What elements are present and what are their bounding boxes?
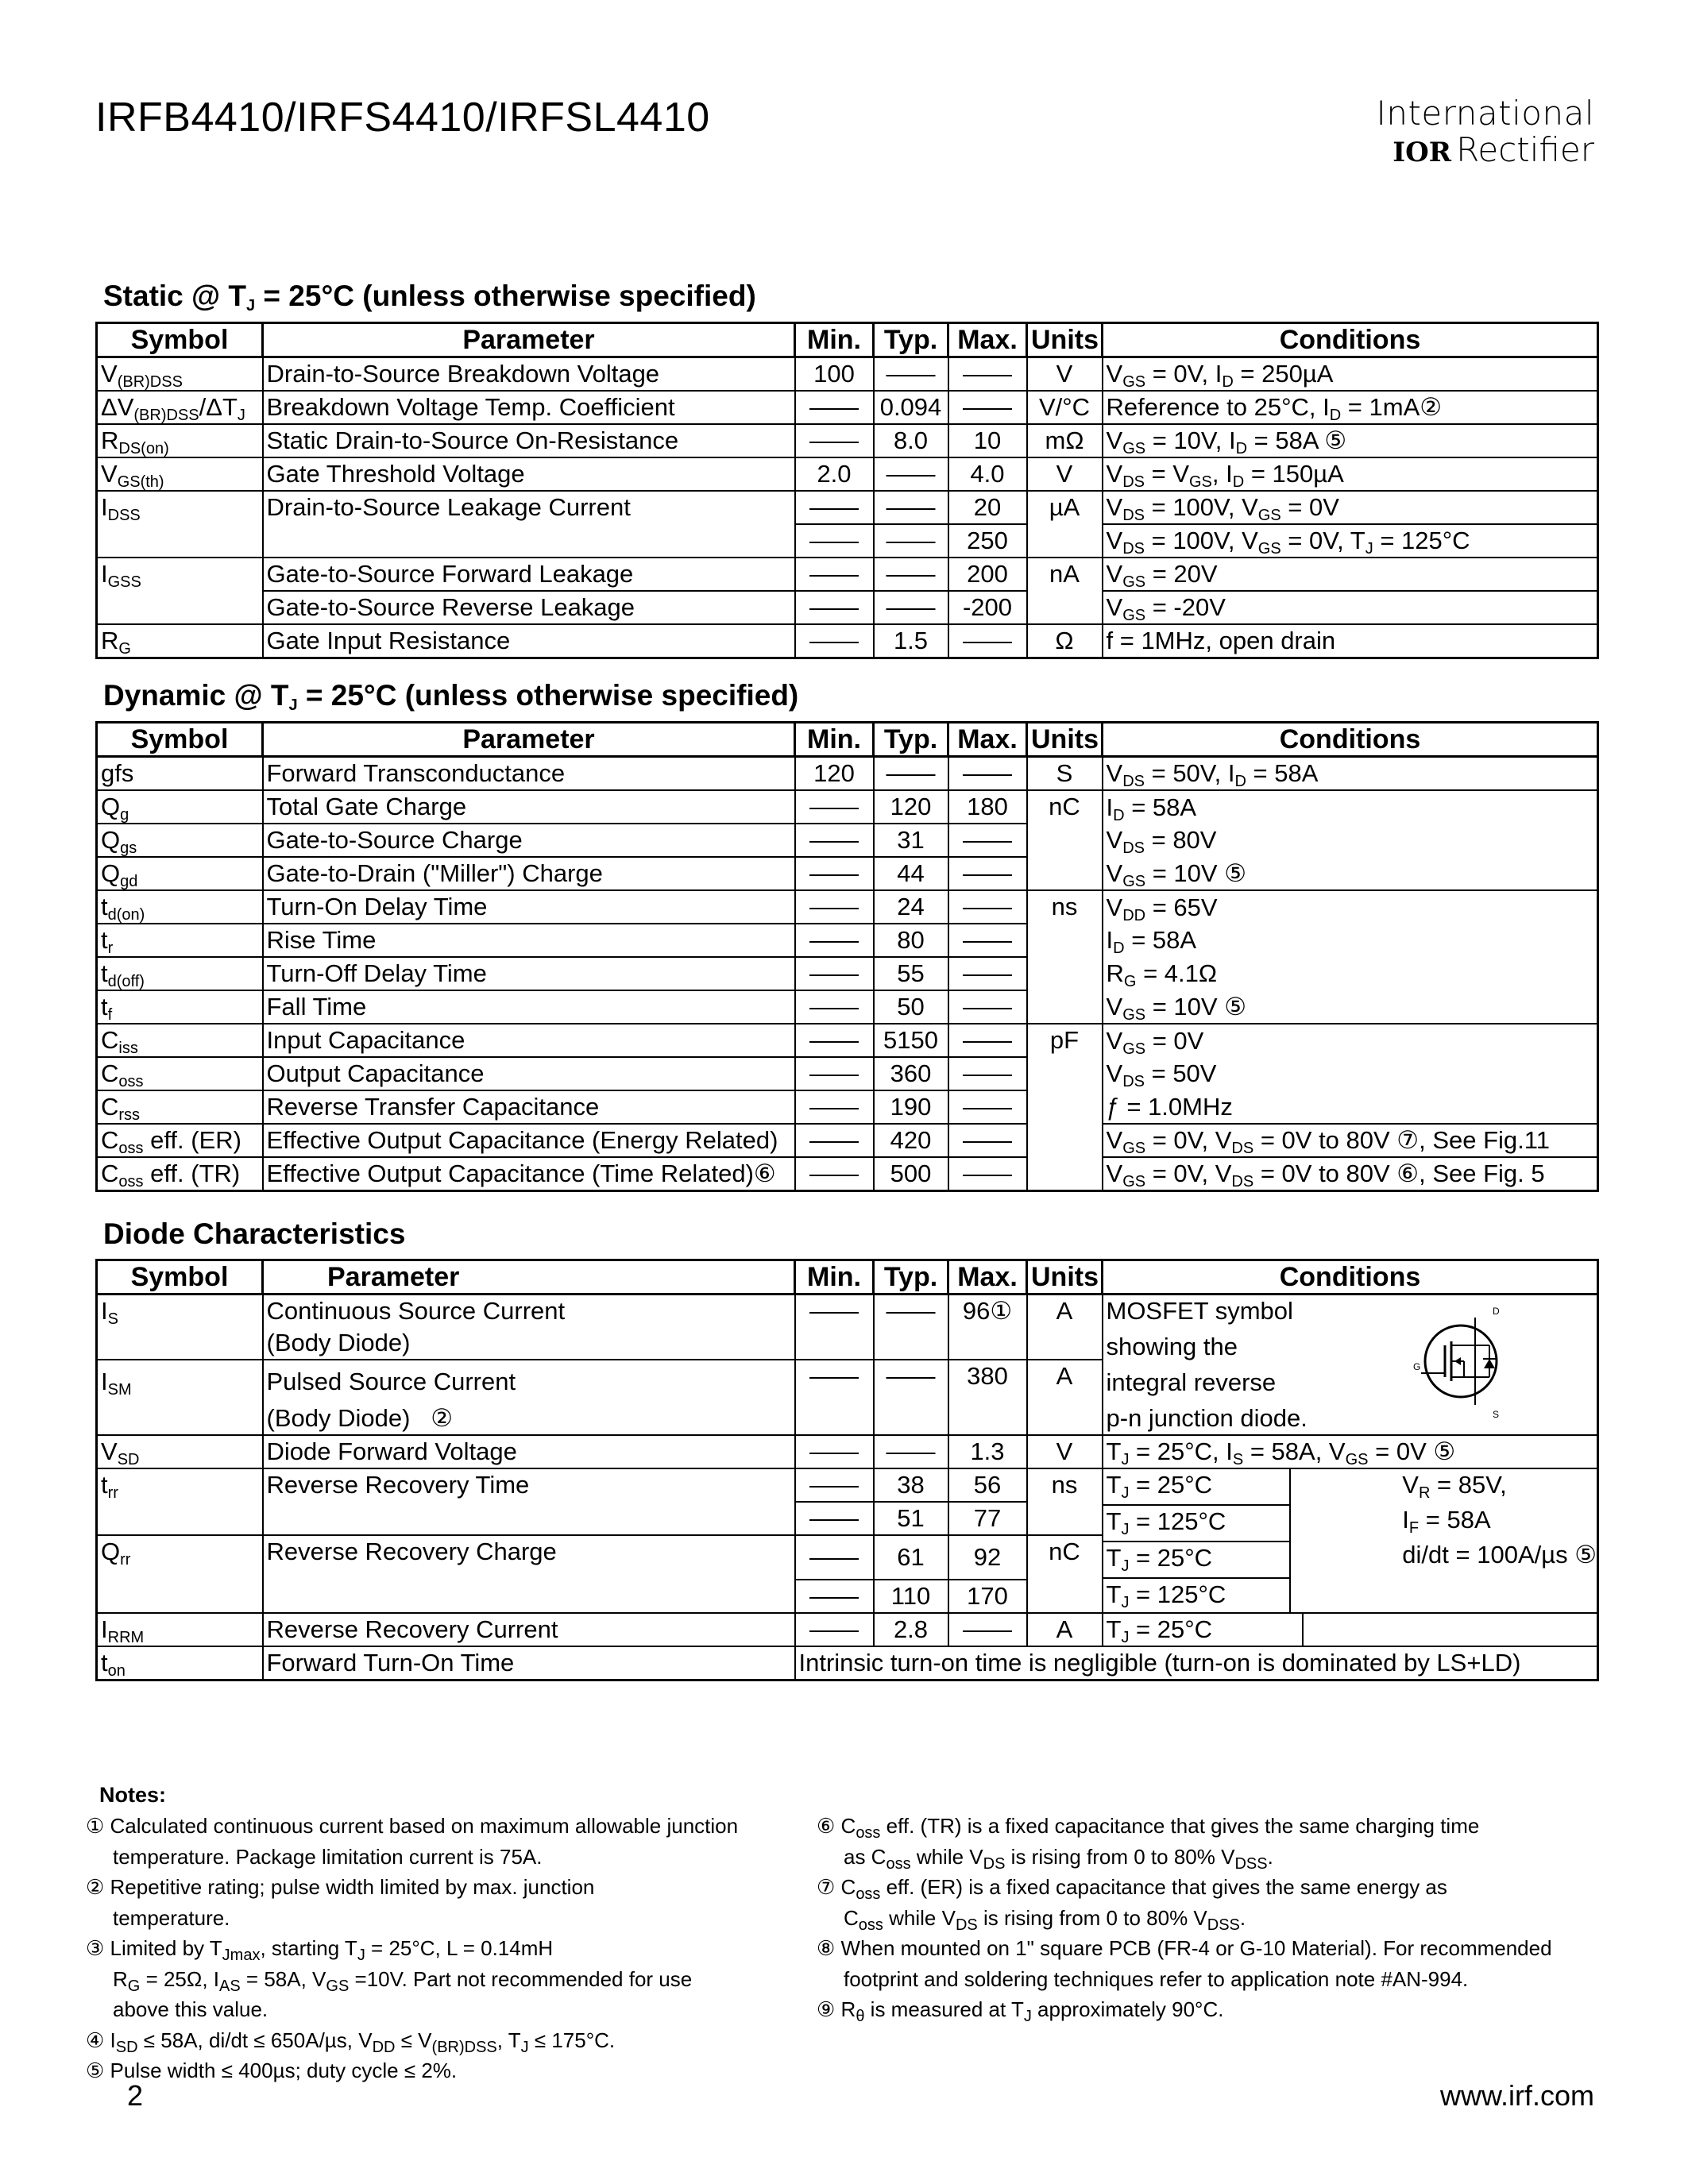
header-min: Min.	[795, 323, 874, 357]
parameter-cell: Fall Time	[263, 990, 795, 1024]
note-8-cont: footprint and soldering techniques refer to application note #AN-994.	[844, 1966, 1469, 1991]
table-row	[97, 1435, 1598, 1468]
typ-cell: 51	[874, 1502, 948, 1535]
conditions-cell: ƒ = 1.0MHz	[1103, 1090, 1598, 1124]
if-condition: $I_F = 58A$	[1402, 1506, 1491, 1537]
min-cell: ——	[795, 1124, 874, 1157]
conditions-cell: $T_J = 25^\circ C$, $I_S = 58A$, $V_{GS} = 0V$ ⑤	[1103, 1435, 1598, 1468]
max-cell: ——	[948, 391, 1027, 424]
parameter-cell: Gate Threshold Voltage	[263, 457, 795, 491]
max-cell: ——	[948, 1124, 1027, 1157]
units-cell: A	[1027, 1295, 1103, 1360]
units-cell: µA	[1027, 491, 1103, 558]
parameter-cell: Diode Forward Voltage	[263, 1435, 795, 1468]
min-cell: ——	[795, 924, 874, 957]
min-cell: 120	[795, 757, 874, 791]
dynamic-header-row	[97, 723, 1598, 757]
min-cell: ——	[795, 857, 874, 890]
mosfet-text-1: MOSFET symbol	[1106, 1297, 1293, 1325]
notes-right	[817, 1811, 1552, 2025]
note-1-cont: temperature. Package limitation current is 75A.	[113, 1844, 543, 1869]
min-cell: ——	[795, 558, 874, 591]
table-row	[97, 624, 1598, 658]
table-row	[97, 890, 1598, 924]
table-row	[97, 1124, 1598, 1157]
units-cell: V	[1027, 357, 1103, 392]
symbol-cell: $C_{oss}$	[97, 1057, 263, 1090]
note-4: ④ $I_{SD} \le 58A$, di/dt ≤ 650A/µs, $V_{DD} \le V_{(BR)DSS}$, $T_J \le 175^\circ C$.	[86, 2028, 616, 2056]
notes-heading: Notes:	[99, 1783, 167, 1807]
note-7-cont: $C_{oss}$ while $V_{DS}$ is rising from 0 to 80% $V_{DSS}$.	[844, 1905, 1246, 1934]
header-parameter: Parameter	[263, 323, 795, 357]
typ-cell: ——	[874, 1435, 948, 1468]
diode-table	[95, 1259, 1599, 1681]
table-row	[97, 1646, 1598, 1680]
parameter-cell: (Body Diode) ②	[263, 1403, 795, 1435]
max-cell: 92	[948, 1535, 1027, 1580]
typ-cell: ——	[874, 558, 948, 591]
conditions-cell: Reference to 25°C, $I_D$ = 1mA②	[1103, 391, 1598, 424]
typ-cell: 80	[874, 924, 948, 957]
units-cell: Ω	[1027, 624, 1103, 658]
table-row	[97, 1157, 1598, 1191]
qrr-cond-125: $T_J = 125^\circ C$	[1103, 1579, 1292, 1612]
max-cell: 380	[948, 1360, 1027, 1435]
typ-cell: 55	[874, 957, 948, 990]
table-row	[97, 491, 1598, 524]
min-cell: ——	[795, 1580, 874, 1613]
symbol-cell-blank	[97, 1403, 263, 1435]
symbol-cell: $Q_g$	[97, 790, 263, 824]
mosfet-text-4: p-n junction diode.	[1106, 1404, 1308, 1432]
vr-condition: $V_R = 85V$,	[1402, 1471, 1507, 1502]
conditions-cell: $V_{GS} = 10V$ ⑤	[1103, 990, 1598, 1024]
logo-mark: IOR	[1393, 137, 1452, 168]
table-row	[97, 357, 1598, 392]
parameter-cell: Output Capacitance	[263, 1057, 795, 1090]
header-typ: Typ.	[874, 723, 948, 757]
units-cell: pF	[1027, 1024, 1103, 1191]
table-row	[97, 424, 1598, 457]
mosfet-symbol-icon	[1413, 1302, 1508, 1421]
max-cell: ——	[948, 1613, 1027, 1646]
table-row	[97, 1024, 1598, 1057]
table-row	[97, 1613, 1598, 1646]
typ-cell: 8.0	[874, 424, 948, 457]
max-cell: 10	[948, 424, 1027, 457]
max-cell: 170	[948, 1580, 1027, 1613]
typ-cell: ——	[874, 591, 948, 624]
static-table	[95, 322, 1599, 659]
table-row	[97, 757, 1598, 791]
min-cell: ——	[795, 491, 874, 524]
header-typ: Typ.	[874, 1260, 948, 1295]
note-3-cont: $R_G = 25\Omega$, $I_{AS} = 58A$, $V_{GS} =10V$. Part not recommended for use	[113, 1966, 693, 1995]
max-cell: 56	[948, 1468, 1027, 1502]
mosfet-symbol-cell	[1103, 1295, 1598, 1436]
units-cell: nC	[1027, 790, 1103, 890]
max-cell: 200	[948, 558, 1027, 591]
conditions-cell: $I_D = 58A$	[1103, 924, 1598, 957]
symbol-cell: $I_{DSS}$	[97, 491, 263, 558]
symbol-cell: $I_S$	[97, 1295, 263, 1328]
logo-line2: Rectifier	[1456, 130, 1594, 169]
gate-label: G	[1412, 1361, 1420, 1372]
max-cell: ——	[948, 757, 1027, 791]
symbol-cell: $t_{d(off)}$	[97, 957, 263, 990]
parameter-cell: Drain-to-Source Leakage Current	[263, 491, 795, 558]
source-label: S	[1492, 1409, 1499, 1420]
note-3-cont2: above this value.	[113, 1997, 268, 2021]
units-cell: ns	[1027, 890, 1103, 1024]
parameter-cell: Reverse Recovery Charge	[263, 1535, 795, 1613]
typ-cell: ——	[874, 1360, 948, 1435]
header-symbol: Symbol	[97, 1260, 263, 1295]
static-header-row	[97, 323, 1598, 357]
conditions-cell: $V_{GS} = 10V$ ⑤	[1103, 857, 1598, 890]
table-row	[97, 924, 1598, 957]
conditions-cell: $V_{GS} = 0V$, $I_D = 250\mu A$	[1103, 357, 1598, 392]
units-cell: nC	[1027, 1535, 1103, 1613]
header-max: Max.	[948, 723, 1027, 757]
table-row	[97, 457, 1598, 491]
symbol-cell: $V_{(BR)DSS}$	[97, 357, 263, 392]
typ-cell: 2.8	[874, 1613, 948, 1646]
max-cell: 20	[948, 491, 1027, 524]
min-cell: ——	[795, 591, 874, 624]
table-row	[97, 558, 1598, 591]
conditions-cell: $V_{DS} = 100V$, $V_{GS} = 0V$, $T_J = 125^\circ C$	[1103, 524, 1598, 558]
max-cell: ——	[948, 924, 1027, 957]
min-cell: ——	[795, 890, 874, 924]
document-title: IRFB4410/IRFS4410/IRFSL4410	[95, 95, 710, 141]
note-6-cont: as $C_{oss}$ while $V_{DS}$ is rising from 0 to 80% $V_{DSS}$.	[844, 1844, 1273, 1873]
typ-cell: ——	[874, 457, 948, 491]
table-row	[97, 957, 1598, 990]
parameter-cell: Gate-to-Source Reverse Leakage	[263, 591, 795, 624]
parameter-cell: Forward Turn-On Time	[263, 1646, 795, 1680]
min-cell: ——	[795, 957, 874, 990]
note-2-cont: temperature.	[113, 1905, 230, 1930]
min-cell: ——	[795, 790, 874, 824]
parameter-cell: Effective Output Capacitance (Time Related)⑥	[263, 1157, 795, 1191]
min-cell: ——	[795, 424, 874, 457]
parameter-cell: Reverse Transfer Capacitance	[263, 1090, 795, 1124]
parameter-cell: (Body Diode)	[263, 1327, 795, 1360]
diode-section-title: Diode Characteristics	[103, 1217, 406, 1250]
note-8: ⑧ When mounted on 1" square PCB (FR-4 or G-10 Material). For recommended	[817, 1936, 1552, 1960]
units-cell: A	[1027, 1360, 1103, 1435]
symbol-cell: $t_{on}$	[97, 1646, 263, 1680]
units-cell: A	[1027, 1613, 1103, 1646]
symbol-cell: $C_{oss}$ eff. (TR)	[97, 1157, 263, 1191]
parameter-cell: Pulsed Source Current	[263, 1360, 795, 1403]
table-row	[97, 1057, 1598, 1090]
note-9: ⑨ $R_\theta$ is measured at $T_J$ approximately 90°C.	[817, 1997, 1224, 2025]
max-cell: ——	[948, 357, 1027, 392]
header-units: Units	[1027, 323, 1103, 357]
drain-label: D	[1492, 1306, 1500, 1317]
typ-cell: 360	[874, 1057, 948, 1090]
symbol-cell: $Q_{rr}$	[97, 1535, 263, 1613]
typ-cell: 61	[874, 1535, 948, 1580]
parameter-cell: Forward Transconductance	[263, 757, 795, 791]
symbol-cell: $C_{rss}$	[97, 1090, 263, 1124]
units-cell: S	[1027, 757, 1103, 791]
symbol-cell: $t_r$	[97, 924, 263, 957]
didt-condition: di/dt = 100A/µs ⑤	[1402, 1541, 1597, 1569]
conditions-cell: $T_J = 25^\circ C$	[1103, 1613, 1598, 1646]
page-number: 2	[127, 2079, 144, 2112]
symbol-cell: $I_{GSS}$	[97, 558, 263, 624]
logo-line1: International	[1376, 94, 1594, 133]
symbol-cell: $t_{rr}$	[97, 1468, 263, 1535]
conditions-cell: $R_G = 4.1\Omega$	[1103, 957, 1598, 990]
min-cell: ——	[795, 1535, 874, 1580]
min-cell: ——	[795, 1057, 874, 1090]
table-row	[97, 857, 1598, 890]
static-section-title: Static @ $T_J = 25^\circ C$ (unless otherwise specified)	[103, 280, 756, 314]
typ-cell: 5150	[874, 1024, 948, 1057]
symbol-cell: $\Delta V_{(BR)DSS}/\Delta T_J$	[97, 391, 263, 424]
typ-cell: 38	[874, 1468, 948, 1502]
table-row	[97, 990, 1598, 1024]
header-units: Units	[1027, 723, 1103, 757]
typ-cell: 420	[874, 1124, 948, 1157]
conditions-cell: $V_{GS} = -20V$	[1103, 591, 1598, 624]
typ-cell: ——	[874, 524, 948, 558]
symbol-cell: $t_f$	[97, 990, 263, 1024]
parameter-cell: Gate Input Resistance	[263, 624, 795, 658]
units-cell: ns	[1027, 1468, 1103, 1535]
trr-cond-25: $T_J = 25^\circ C$	[1103, 1469, 1292, 1506]
company-logo	[1372, 95, 1594, 171]
min-cell: ——	[795, 1435, 874, 1468]
note-6: ⑥ $C_{oss}$ eff. (TR) is a fixed capacitance that gives the same charging time	[817, 1814, 1480, 1842]
header-units: Units	[1027, 1260, 1103, 1295]
header-parameter: Parameter	[263, 1260, 795, 1295]
parameter-cell: Input Capacitance	[263, 1024, 795, 1057]
table-row	[97, 824, 1598, 857]
min-cell: ——	[795, 1024, 874, 1057]
parameter-cell: Gate-to-Source Charge	[263, 824, 795, 857]
parameter-cell: Gate-to-Source Forward Leakage	[263, 558, 795, 591]
symbol-cell: $I_{SM}$	[97, 1360, 263, 1403]
min-cell: ——	[795, 1613, 874, 1646]
conditions-cell: $V_{DS} = V_{GS}$, $I_D = 150\mu A$	[1103, 457, 1598, 491]
min-cell: ——	[795, 624, 874, 658]
conditions-cell: $V_{DD} = 65V$	[1103, 890, 1598, 924]
typ-cell: 31	[874, 824, 948, 857]
header-conditions: Conditions	[1103, 1260, 1598, 1295]
symbol-cell: $Q_{gs}$	[97, 824, 263, 857]
max-cell: ——	[948, 1057, 1027, 1090]
min-cell: ——	[795, 1090, 874, 1124]
min-cell: ——	[795, 1157, 874, 1191]
parameter-cell: Total Gate Charge	[263, 790, 795, 824]
conditions-cell: $V_{GS} = 10V$, $I_D = 58A$ ⑤	[1103, 424, 1598, 457]
max-cell: 4.0	[948, 457, 1027, 491]
conditions-cell: f = 1MHz, open drain	[1103, 624, 1598, 658]
units-cell: nA	[1027, 558, 1103, 624]
typ-cell: 500	[874, 1157, 948, 1191]
min-cell: ——	[795, 990, 874, 1024]
units-cell: V/°C	[1027, 391, 1103, 424]
max-cell: ——	[948, 824, 1027, 857]
max-cell: ——	[948, 890, 1027, 924]
typ-cell: 1.5	[874, 624, 948, 658]
table-row	[97, 790, 1598, 824]
max-cell: ——	[948, 857, 1027, 890]
max-cell: 77	[948, 1502, 1027, 1535]
header-typ: Typ.	[874, 323, 948, 357]
note-1: ① Calculated continuous current based on maximum allowable junction	[86, 1814, 739, 1838]
mosfet-text-3: integral reverse	[1106, 1368, 1277, 1396]
typ-cell: ——	[874, 1295, 948, 1360]
trr-cond-125: $T_J = 125^\circ C$	[1103, 1506, 1292, 1542]
typ-cell: 44	[874, 857, 948, 890]
header-conditions: Conditions	[1103, 723, 1598, 757]
max-cell: ——	[948, 1090, 1027, 1124]
footer-url[interactable]: www.irf.com	[1439, 2079, 1594, 2112]
conditions-cell: $V_{DS} = 50V$, $I_D = 58A$	[1103, 757, 1598, 791]
conditions-cell: $V_{DS} = 80V$	[1103, 824, 1598, 857]
symbol-cell: $Q_{gd}$	[97, 857, 263, 890]
symbol-cell: $V_{SD}$	[97, 1435, 263, 1468]
parameter-cell: Turn-On Delay Time	[263, 890, 795, 924]
min-cell: ——	[795, 524, 874, 558]
parameter-cell: Continuous Source Current	[263, 1295, 795, 1328]
min-cell: ——	[795, 1360, 874, 1435]
symbol-cell: $V_{GS(th)}$	[97, 457, 263, 491]
typ-cell: ——	[874, 757, 948, 791]
conditions-cell: $V_{GS} = 0V$, $V_{DS} = 0V$ to 80V ⑥, See Fig. 5	[1103, 1157, 1598, 1191]
max-cell: 1.3	[948, 1435, 1027, 1468]
parameter-cell: Reverse Recovery Time	[263, 1468, 795, 1535]
typ-cell: ——	[874, 491, 948, 524]
header-min: Min.	[795, 723, 874, 757]
parameter-cell: Reverse Recovery Current	[263, 1613, 795, 1646]
dynamic-table	[95, 721, 1599, 1192]
max-cell: ——	[948, 1024, 1027, 1057]
min-cell: ——	[795, 824, 874, 857]
header-parameter: Parameter	[263, 723, 795, 757]
parameter-cell: Drain-to-Source Breakdown Voltage	[263, 357, 795, 392]
conditions-cell: $V_{DS} = 100V$, $V_{GS} = 0V$	[1103, 491, 1598, 524]
symbol-cell: $C_{oss}$ eff. (ER)	[97, 1124, 263, 1157]
symbol-cell: $I_{RRM}$	[97, 1613, 263, 1646]
parameter-cell: Static Drain-to-Source On-Resistance	[263, 424, 795, 457]
conditions-cell: Intrinsic turn-on time is negligible (turn-on is dominated by LS+LD)	[795, 1646, 1598, 1680]
header-min: Min.	[795, 1260, 874, 1295]
table-row	[97, 1295, 1598, 1328]
typ-cell: 50	[874, 990, 948, 1024]
conditions-cell: $I_D = 58A$	[1103, 790, 1598, 824]
symbol-cell: $R_{DS(on)}$	[97, 424, 263, 457]
conditions-cell: $V_{GS} = 0V$	[1103, 1024, 1598, 1057]
header-conditions: Conditions	[1103, 323, 1598, 357]
table-row	[97, 391, 1598, 424]
max-cell: 180	[948, 790, 1027, 824]
table-row	[97, 591, 1598, 624]
header-max: Max.	[948, 323, 1027, 357]
note-5: ⑤ Pulse width ≤ 400µs; duty cycle ≤ 2%.	[86, 2059, 458, 2082]
min-cell: ——	[795, 1502, 874, 1535]
typ-cell: 0.094	[874, 391, 948, 424]
table-row	[97, 1090, 1598, 1124]
note-7: ⑦ $C_{oss}$ eff. (ER) is a fixed capacitance that gives the same energy as	[817, 1875, 1447, 1903]
units-cell: V	[1027, 1435, 1103, 1468]
max-cell: 96①	[948, 1295, 1027, 1360]
symbol-cell: gfs	[97, 757, 263, 791]
symbol-cell: $t_{d(on)}$	[97, 890, 263, 924]
header-max: Max.	[948, 1260, 1027, 1295]
parameter-cell: Rise Time	[263, 924, 795, 957]
parameter-cell: Effective Output Capacitance (Energy Related)	[263, 1124, 795, 1157]
min-cell: ——	[795, 1295, 874, 1360]
mosfet-text-2: showing the	[1106, 1333, 1238, 1360]
max-cell: ——	[948, 957, 1027, 990]
typ-cell: 110	[874, 1580, 948, 1613]
parameter-cell: Turn-Off Delay Time	[263, 957, 795, 990]
parameter-cell: Breakdown Voltage Temp. Coefficient	[263, 391, 795, 424]
typ-cell: ——	[874, 357, 948, 392]
typ-cell: 120	[874, 790, 948, 824]
parameter-cell: Gate-to-Drain ("Miller") Charge	[263, 857, 795, 890]
max-cell: ——	[948, 624, 1027, 658]
units-cell: mΩ	[1027, 424, 1103, 457]
recovery-conditions-cell	[1103, 1468, 1598, 1613]
header-symbol: Symbol	[97, 723, 263, 757]
conditions-cell: $V_{GS} = 0V$, $V_{DS} = 0V$ to 80V ⑦, See Fig.11	[1103, 1124, 1598, 1157]
min-cell: ——	[795, 1468, 874, 1502]
typ-cell: 24	[874, 890, 948, 924]
min-cell: 2.0	[795, 457, 874, 491]
max-cell: ——	[948, 1157, 1027, 1191]
qrr-cond-25: $T_J = 25^\circ C$	[1103, 1542, 1292, 1579]
conditions-cell: $V_{GS} = 20V$	[1103, 558, 1598, 591]
max-cell: 250	[948, 524, 1027, 558]
table-row	[97, 1468, 1598, 1502]
max-cell: ——	[948, 990, 1027, 1024]
header-symbol: Symbol	[97, 323, 263, 357]
symbol-cell: $C_{iss}$	[97, 1024, 263, 1057]
dynamic-section-title: Dynamic @ $T_J = 25^\circ C$ (unless otherwise specified)	[103, 679, 799, 714]
diode-header-row	[97, 1260, 1598, 1295]
notes-left	[86, 1811, 738, 2086]
note-3: ③ Limited by $T_{Jmax}$, starting $T_J = 25^\circ C$, L = 0.14mH	[86, 1936, 554, 1964]
min-cell: ——	[795, 391, 874, 424]
units-cell: V	[1027, 457, 1103, 491]
min-cell: 100	[795, 357, 874, 392]
conditions-cell: $V_{DS} = 50V$	[1103, 1057, 1598, 1090]
typ-cell: 190	[874, 1090, 948, 1124]
max-cell: -200	[948, 591, 1027, 624]
symbol-cell: $R_G$	[97, 624, 263, 658]
note-2: ② Repetitive rating; pulse width limited by max. junction	[86, 1875, 595, 1899]
symbol-cell-blank	[97, 1327, 263, 1360]
